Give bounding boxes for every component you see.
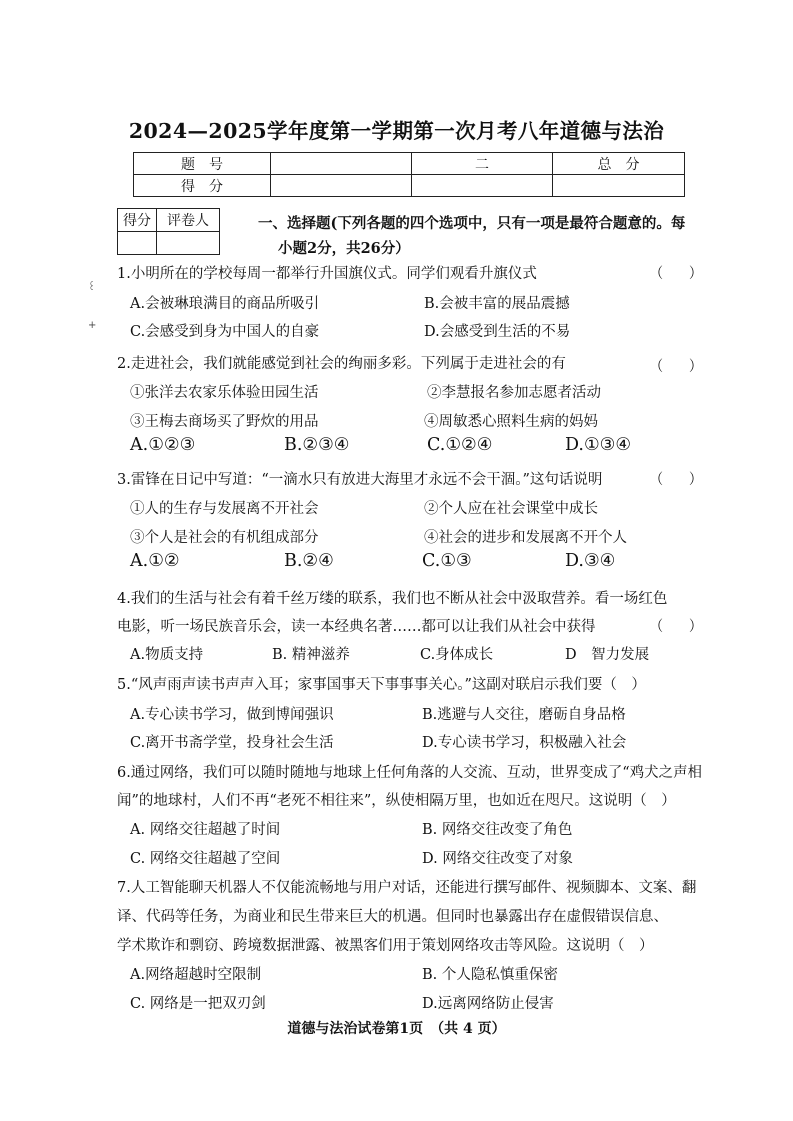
option-a: A.专心读书学习，做到博闻强识 xyxy=(130,707,334,723)
option-d: D 智力发展 xyxy=(565,647,650,663)
option-a: A. 网络交往超越了时间 xyxy=(130,822,281,838)
score-table-row xyxy=(134,153,685,175)
option-a: A.会被琳琅满目的商品所吸引 xyxy=(130,296,320,312)
section-heading: 一、选择题(下列各题的四个选项中，只有一项是最符合题意的。每 xyxy=(258,215,686,232)
option-b: B. 个人隐私慎重保密 xyxy=(422,967,558,983)
margin-mark: ꒰ xyxy=(88,282,96,293)
grader-name-label: 评卷人 xyxy=(157,209,220,232)
statement-1: ①人的生存与发展离不开社会 xyxy=(130,501,319,517)
question-7-stem-cont: 学术欺诈和剽窃、跨境数据泄露、被黑客们用于策划网络攻击等风险。这说明（ ） xyxy=(117,938,654,954)
option-a: A.物质支持 xyxy=(130,647,204,663)
answer-paren: （ ） xyxy=(650,359,703,375)
answer-paren: （ ） xyxy=(650,472,703,488)
score-cell xyxy=(271,175,412,197)
question-3-stem: 3.雷锋在日记中写道：“一滴水只有放进大海里才永远不会干涸。”这句话说明 xyxy=(117,472,603,488)
option-b: B.②③④ xyxy=(284,435,350,455)
question-6-stem: 6.通过网络，我们可以随时随地与地球上任何角落的人交流、互动，世界变成了“鸡犬之声相 xyxy=(117,765,702,781)
statement-4: ④社会的进步和发展离不开个人 xyxy=(424,530,627,546)
option-d: D.专心读书学习，积极融入社会 xyxy=(422,735,627,751)
score-cell-label: 题 号 xyxy=(134,153,271,175)
option-d: D.远离网络防止侵害 xyxy=(422,996,554,1012)
question-5-stem: 5.“风声雨声读书声声入耳；家事国事天下事事事关心。”这副对联启示我们要（ ） xyxy=(117,677,646,693)
option-d: D.①③④ xyxy=(565,435,632,455)
option-b: B. 网络交往改变了角色 xyxy=(422,822,573,838)
grader-table xyxy=(117,208,220,255)
statement-3: ③个人是社会的有机组成部分 xyxy=(130,530,319,546)
option-c: C. 网络是一把双刃剑 xyxy=(130,996,266,1012)
statement-4: ④周敏悉心照料生病的妈妈 xyxy=(424,414,598,430)
option-a: A.①② xyxy=(130,551,180,571)
statement-2: ②个人应在社会课堂中成长 xyxy=(424,501,598,517)
statement-1: ①张洋去农家乐体验田园生活 xyxy=(130,385,319,401)
statement-3: ③王梅去商场买了野炊的用品 xyxy=(130,414,319,430)
question-2-stem: 2.走进社会，我们就能感觉到社会的绚丽多彩。下列属于走进社会的有 xyxy=(117,356,566,372)
option-b: B.会被丰富的展品震撼 xyxy=(424,296,570,312)
option-b: B.②④ xyxy=(284,551,334,571)
section-heading-cont: 小题2分，共26分） xyxy=(278,240,410,257)
score-cell xyxy=(553,175,685,197)
option-c: C. 网络交往超越了空间 xyxy=(130,851,281,867)
option-a: A.网络超越时空限制 xyxy=(130,967,262,983)
grader-score-label: 得分 xyxy=(118,209,157,232)
score-cell: 二 xyxy=(412,153,553,175)
grader-name-cell xyxy=(157,232,220,255)
option-a: A.①②③ xyxy=(130,435,196,455)
question-7-stem: 7.人工智能聊天机器人不仅能流畅地与用户对话，还能进行撰写邮件、视频脚本、文案、翻 xyxy=(117,880,697,896)
statement-2: ②李慧报名参加志愿者活动 xyxy=(427,385,601,401)
page-footer: 道德与法治试卷第1页 （共 4 页） xyxy=(287,1021,506,1037)
question-1-stem: 1.小明所在的学校每周一都举行升国旗仪式。同学们观看升旗仪式 xyxy=(117,266,537,282)
option-d: D. 网络交往改变了对象 xyxy=(422,851,573,867)
score-cell: 总 分 xyxy=(553,153,685,175)
question-6-stem-cont: 闻”的地球村，人们不再“老死不相往来”，纵使相隔万里，也如近在咫尺。这说明（ ） xyxy=(117,793,676,809)
score-table xyxy=(133,152,685,197)
question-7-stem-cont: 译、代码等任务，为商业和民生带来巨大的机遇。但同时也暴露出存在虚假错误信息、 xyxy=(117,909,668,925)
margin-mark: + xyxy=(88,320,97,331)
question-4-stem: 4.我们的生活与社会有着千丝万缕的联系，我们也不断从社会中汲取营养。看一场红色 xyxy=(117,591,668,607)
option-b: B.逃避与人交往，磨砺自身品格 xyxy=(422,707,626,723)
option-c: C.会感受到身为中国人的自豪 xyxy=(130,324,320,340)
exam-title: 2024—2025学年度第一学期第一次月考八年道德与法治 xyxy=(128,119,665,143)
answer-paren: （ ） xyxy=(650,266,703,282)
option-c: C.①③ xyxy=(422,551,472,571)
option-c: C.离开书斋学堂，投身社会生活 xyxy=(130,735,334,751)
option-c: C.身体成长 xyxy=(420,647,494,663)
score-cell xyxy=(412,175,553,197)
option-d: D.会感受到生活的不易 xyxy=(424,324,571,340)
option-b: B. 精神滋养 xyxy=(272,647,350,663)
question-4-stem-cont: 电影，听一场民族音乐会，读一本经典名著……都可以让我们从社会中获得 xyxy=(117,619,596,635)
answer-paren: （ ） xyxy=(650,619,703,635)
score-cell-label: 得 分 xyxy=(134,175,271,197)
score-cell xyxy=(271,153,412,175)
grader-score-cell xyxy=(118,232,157,255)
score-table-row xyxy=(134,175,685,197)
option-c: C.①②④ xyxy=(427,435,493,455)
option-d: D.③④ xyxy=(565,551,616,571)
